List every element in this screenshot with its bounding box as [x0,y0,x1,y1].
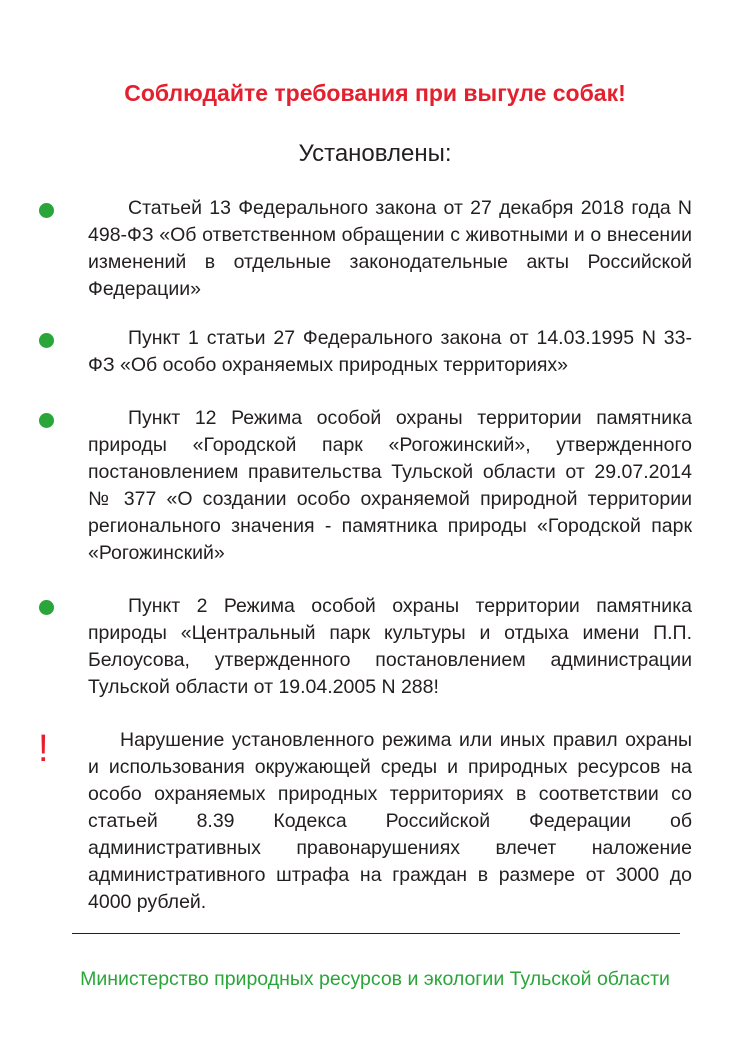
list-item [88,195,692,303]
list-item [88,405,692,567]
list-item-text: Статьей 13 Федерального закона от 27 декабря 2018 года N 498-ФЗ «Об ответственном обращении с животными и о внесении изменений в отдельные законодательные акты Российской Федерации» [88,197,692,300]
warning-exclamation-icon: ! [38,728,49,770]
divider [72,933,680,934]
list-item-text: Пункт 2 Режима особой охраны территории памятника природы «Центральный парк культуры и отдыха имени П.П. Белоусова, утвержденного постановлением администрации Тульской области от 19.04.2005 N 288! [88,595,692,698]
green-bullet-icon [39,600,54,615]
warning-text: Нарушение установленного режима или иных правил охраны и использования окружающей среды и природных ресурсов на особо охраняемых природных территориях в соответствии со статьей 8.39 Кодекса Российской Федерации об административных правонарушениях влечет наложение административного штрафа на граждан в размере от 3000 до 4000 рублей. [88,729,692,913]
green-bullet-icon [39,203,54,218]
page-subtitle: Установлены: [298,140,452,167]
footer-text: Министерство природных ресурсов и экологии Тульской области [80,968,670,990]
list-item-text: Пункт 1 статьи 27 Федерального закона от 14.03.1995 N 33-ФЗ «Об особо охраняемых природных территориях» [88,327,692,376]
list-item-text: Пункт 12 Режима особой охраны территории памятника природы «Городской парк «Рогожинский», утвержденного постановлением правительства Тульской области от 29.07.2014 № 377 «О создании особо охраняемой природной территории регионального значения - памятника природы «Городской парк «Рогожинский» [88,407,692,564]
list-item [88,325,692,379]
page-title: Соблюдайте требования при выгуле собак! [124,80,626,106]
list-item [88,593,692,701]
warning-block [88,727,692,916]
green-bullet-icon [39,413,54,428]
green-bullet-icon [39,333,54,348]
